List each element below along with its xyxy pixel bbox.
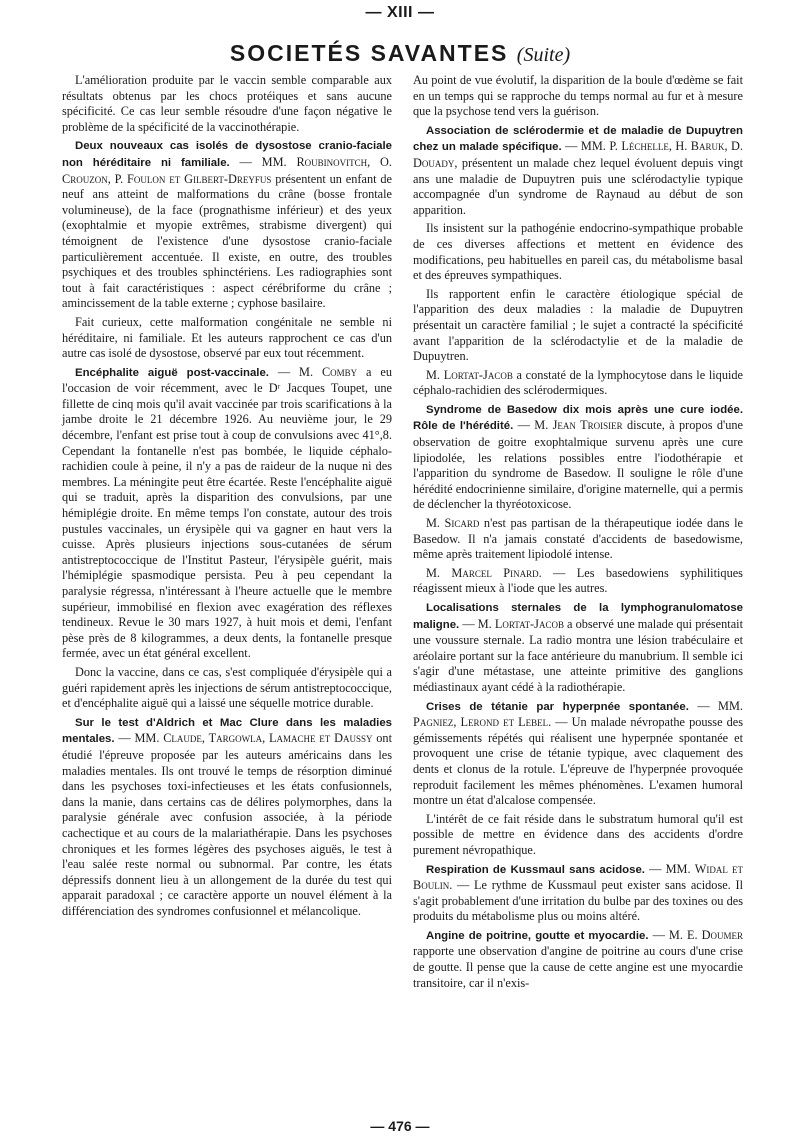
dash: — MM. — [114, 731, 164, 746]
authors: Doumer — [701, 927, 743, 942]
section-text: . — Un malade névropathe pousse des gémissements répétés qui réalisent une hyperpnée spontanée et provoquent une crise de tétanie typique, avec claquement des dents et clonus de la rotule. L'épreuve de l'hyperpnée provoquée reproduit facilement les mêmes phénomènes. L'examen humoral montre un état d'alcalose compensée. — [413, 715, 744, 808]
dash: — M. E. — [648, 927, 702, 942]
paragraph: Au point de vue évolutif, la disparition de la boule d'œdème se fait en un temps qui se rapproche du temps normal au fur et à mesure que la psychose tend vers la guérison. — [413, 73, 743, 119]
dash: — MM. — [229, 154, 297, 169]
section-text: présentent un enfant de neuf ans atteint de malformations du crâne (bosse frontale volumineuse), de la face (prognathisme inférieur) et des yeux (exophtalmie et myopie extrêmes, strabisme divergent) qui témoignent de l'existence d'une dysostose cranio-faciale particulièrement accentuée. Il existe, en outre, des troubles psychiques et des troubles sphinctériens. Les radiographies sont tout à fait caractéristiques : aspect cérébriforme du crâne ; amincissement de la table externe ; cyphose basilaire. — [62, 171, 392, 311]
dash: — MM. — [561, 139, 610, 154]
section-heading: Deux nouveaux cas isolés de dysostose cranio-faciale non héréditaire ni familiale. — [62, 140, 392, 169]
section-lymphogranulomatose — [413, 600, 743, 696]
authors: Marcel Pinard — [451, 565, 539, 580]
title-text: SOCIETÉS SAVANTES — [229, 40, 509, 66]
title-suite: (Suite) — [516, 44, 571, 66]
section-encephalite — [62, 365, 392, 662]
section-text: ont étudié l'épreuve proposée par les auteurs américains dans les maladies mentales. Ils ont trouvé le temps de résorption diminué dans les psychoses toxi-infectieuses et les états confusionnels, dans la manie, dans certains cas de délires polymorphes, dans la paralysie générale avec confusion associée, à la période cachectique et au cours de la malariathérapie. Dans les psychoses chroniques et les formes légères des psychoses aiguës, le test à l'eau salée reste normal ou subnormal. Par contre, les états dépressifs donnent lieu à un allongement de la durée du test qui apparait paradoxal ; ce caractère apporte un nouvel élément à la différenciation des syndromes confusionnel et mélancolique. — [62, 731, 392, 918]
roman-folio: — XIII — — [365, 4, 435, 21]
section-heading: Respiration de Kussmaul sans acidose. — [426, 863, 645, 876]
section-heading: Sur le test d'Aldrich et Mac Clure dans les maladies mentales. — [62, 716, 392, 746]
paragraph: Ils insistent sur la pathogénie endocrino-sympathique probable de ces diverses affections et mettent en évidence des modifications, peu habituelles en pareil cas, du métabolisme basal et des épreuves sympathiques. — [413, 221, 743, 283]
left-column — [62, 73, 392, 922]
section-heading: Crises de tétanie par hyperpnée spontanée. — [426, 700, 689, 713]
section-heading: Syndrome de Basedow dix mois après une cure iodée. Rôle de l'hérédité. — [413, 403, 743, 433]
dash: — M. — [459, 616, 495, 631]
paragraph: Donc la vaccine, dans ce cas, s'est compliquée d'érysipèle qui a guéri rapidement après les injections de sérum antistreptococcique, et d'encéphalite aiguë qui a laissé une séquelle motrice durable. — [62, 664, 392, 711]
dash: — M. — [268, 364, 322, 379]
section-dysostose — [62, 138, 392, 312]
section-text: discute, à propos d'une observation de goitre exophtalmique survenu après une cure lipiodolée, les relations possibles entre l'iodothérapie et l'apparition du syndrome de Basedow. Il souligne le rôle d'une hérédité endocrinienne similaire, d'origine maternelle, qui a permis de déclencher la thyréotoxicose. — [413, 418, 743, 512]
section-text: a eu l'occasion de voir récemment, avec le Dʳ Jacques Toupet, une fillette de cinq mois qu'il avait vaccinée par trois scarifications à la jambe droite le 21 décembre 1926. Au neuvième jour, le 29 décembre, l'enfant est prise tout à coup de convulsions avec 41°,8. Cependant la fontanelle n'est pas bombée, le liquide céphalo-rachidien coule à peine, il n'y a pas de raideur de la nuque ni des membres. La méningite peut être écartée. Reste l'encéphalite aiguë qui se traduit, après la disparition des convulsions, par une hémiplégie droite. En même temps l'on constate, autour des trois pustules vaccinales, un érysipèle qui va gagner en haut vers la cuisse. Après plusieurs injections sous-cutanées de sérum antistreptococcique de l'Institut Pasteur, l'érysipèle guérit, mais l'hémiplégie spasmodique persista. Peu à peu cependant la paralysie régressa, n'intéressant à l'heure actuelle que le membre supérieur, immobilisé en flexion avec exagération des réflexes tendineux. Revue le 30 mars 1927, à huit mois et demi, l'enfant pèse près de 8 kilogrammes, a deux dents, la fontanelle presque fermée, avec un état général excellent. — [62, 364, 393, 661]
section-heading: Association de sclérodermie et de maladie de Dupuytren chez un malade spécifique. — [413, 124, 743, 154]
paragraph — [413, 368, 743, 399]
section-basedow — [413, 402, 743, 513]
authors: Lortat-Jacob — [494, 616, 564, 631]
paragraph: L'amélioration produite par le vaccin semble comparable aux résultats obtenus par les chocs protéiques et sans aucune spécificité. Ce cas leur semble résoudre d'une façon négative le problème de la spécificité de la vaccinothérapie. — [62, 73, 392, 134]
page-title — [0, 40, 800, 67]
dash: — MM. — [644, 861, 695, 876]
section-heading: Angine de poitrine, goutte et myocardie. — [426, 929, 649, 942]
section-text: a constaté de la lymphocytose dans le liquide céphalo-rachidien des sclérodermiques. — [413, 367, 743, 398]
authors: P. Léchelle, H. Baruk, D. Douady — [413, 139, 743, 170]
prefix: M. — [426, 367, 444, 382]
paragraph — [413, 516, 743, 563]
paragraph — [413, 566, 743, 597]
authors: Sicard — [444, 516, 480, 531]
section-kussmaul — [413, 862, 743, 925]
authors: Comby — [321, 364, 358, 379]
section-text: n'est pas partisan de la thérapeutique iodée dans le Basedow. Il n'a jamais constaté d'accidents de basedowisme, même après traitement lipiodolé intense. — [413, 516, 743, 562]
section-aldrich — [62, 715, 392, 920]
section-text: rapporte une observation d'angine de poitrine au cours d'une crise de goutte. Il pense que la cause de cette angine est une myocardie transitoire, car il n'exis- — [413, 944, 743, 990]
section-text: . — Les basedowiens syphilitiques réagissent mieux à l'iode que les autres. — [413, 565, 743, 596]
section-text: , présentent un malade chez lequel évoluent depuis vingt ans une maladie de Dupuytren puis une sclérodactylie typique accompagnée d'un syndrome de Raynaud au début de son apparition. — [413, 155, 743, 217]
section-sclerodermie — [413, 123, 743, 219]
paragraph: Ils rapportent enfin le caractère étiologique spécial de l'apparition des deux maladies : la maladie de Dupuytren présentait un caractère familial ; le sujet a contracté la spécificité avant l'apparition de la sclérodactylie et de la maladie de Dupuytren. — [413, 286, 743, 364]
authors: Lortat-Jacob — [443, 367, 513, 382]
right-column — [413, 73, 743, 994]
section-text: . — Le rythme de Kussmaul peut exister sans acidose. Il s'agit probablement d'une irritation du bulbe par des toxines ou des produits du métabolisme plus ou moins altéré. — [413, 878, 743, 924]
paragraph: L'intérêt de ce fait réside dans le substratum humoral qu'il est possible de mettre en évidence dans des accidents d'ordre purement névropathique. — [413, 811, 743, 857]
authors: Claude, Targowla, Lamache et Daussy — [163, 731, 373, 746]
dash: — M. — [513, 418, 553, 433]
authors: Roubinovitch, O. Crouzon, P. Foulon et Gilbert-Dreyfus — [62, 154, 393, 186]
paragraph: Fait curieux, cette malformation congénitale ne semble ni héréditaire, ni familiale. Et les auteurs rapprochent ce cas d'un autre cas isolé de dysostose, observé par eux tout récemment. — [62, 314, 392, 361]
authors: Widal et Boulin — [413, 861, 743, 893]
prefix: M. — [426, 565, 452, 580]
prefix: M. — [426, 516, 445, 531]
section-heading: Encéphalite aiguë post-vaccinale. — [75, 366, 269, 379]
section-heading: Localisations sternales de la lymphogranulomatose maligne. — [413, 602, 743, 631]
page-number: — 476 — — [370, 1118, 430, 1134]
section-text: a observé une malade qui présentait une voussure sternale. La radio montra une lésion trabéculaire et aréolaire portant sur la face antérieure du manubrium. Il semble ici s'agir d'une métastase, une atteinte primitive des ganglions médiastinaux ayant cédé à la radiothérapie. — [413, 616, 743, 694]
authors: Jean Troisier — [552, 418, 623, 433]
dash: — MM. — [688, 698, 744, 713]
authors: Pagniez, Lerond et Lebel — [413, 715, 549, 730]
section-tetanie — [413, 699, 743, 809]
section-angine — [413, 928, 743, 991]
